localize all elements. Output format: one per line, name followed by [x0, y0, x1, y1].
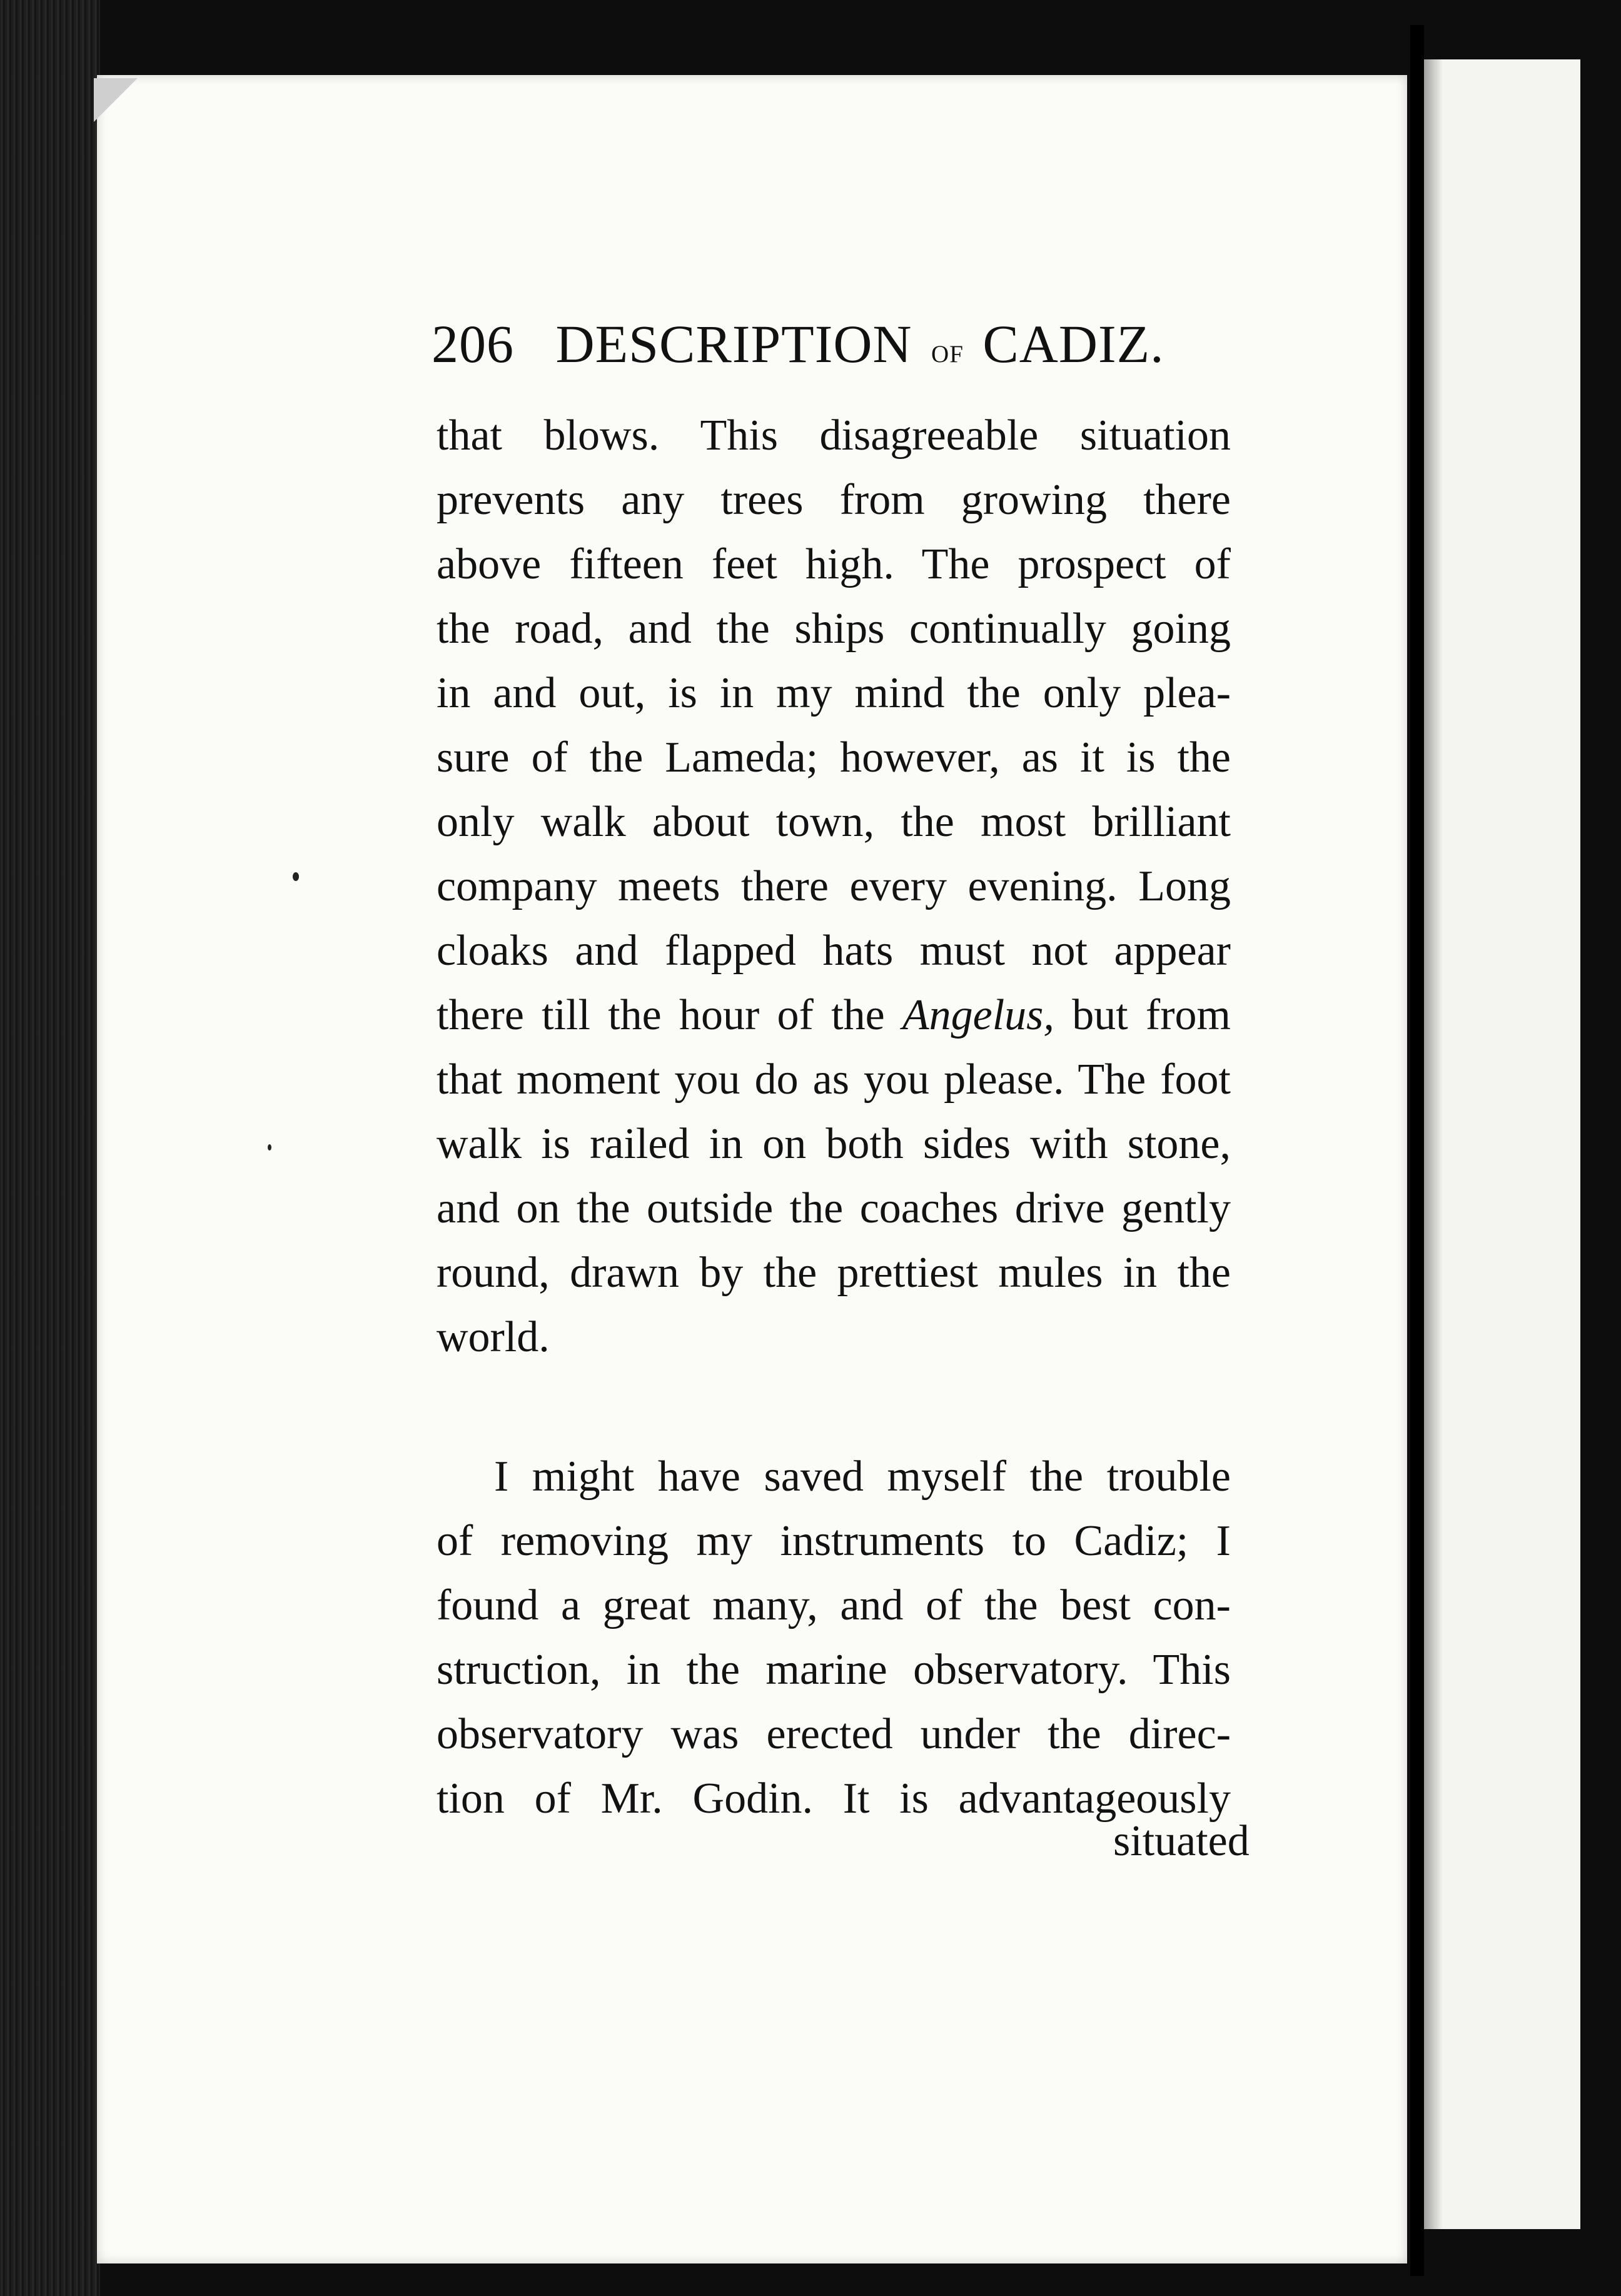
page-number: 206: [432, 314, 514, 374]
ink-speck: [293, 872, 299, 881]
angelus-before: there till the hour of the: [437, 991, 902, 1039]
text-line: above fifteen feet high. The prospect of: [437, 540, 1231, 588]
running-title: DESCRIPTION: [555, 314, 912, 374]
text-line: world.: [437, 1313, 550, 1361]
angelus-italic: Angelus,: [902, 991, 1054, 1039]
text-line: round, drawn by the prettiest mules in the: [437, 1249, 1231, 1297]
body-text: [437, 403, 1231, 1831]
text-line: only walk about town, the most brilliant: [437, 798, 1231, 846]
text-line: tion of Mr. Godin. It is advantageously: [437, 1775, 1231, 1823]
page-gutter: [1410, 25, 1424, 2276]
text-line: walk is railed in on both sides with stone,: [437, 1120, 1231, 1168]
text-line: and on the outside the coaches drive gently: [437, 1184, 1231, 1232]
text-line: sure of the Lameda; however, as it is the: [437, 733, 1231, 782]
text-line: that moment you do as you please. The foot: [437, 1055, 1231, 1104]
text-line: of removing my instruments to Cadiz; I: [437, 1517, 1231, 1565]
catchword: situated: [1113, 1817, 1250, 1865]
running-head: [432, 313, 1182, 381]
text-line: struction, in the marine observatory. This: [437, 1646, 1231, 1694]
text-line: found a great many, and of the best con-: [437, 1581, 1231, 1629]
text-line: that blows. This disagreeable situation: [437, 411, 1231, 460]
running-title-of: of: [931, 331, 964, 370]
text-line: in and out, is in my mind the only plea-: [437, 669, 1231, 717]
angelus-after: but from: [1054, 991, 1231, 1039]
text-line-angelus: [437, 983, 1231, 1047]
text-line: observatory was erected under the direc-: [437, 1710, 1231, 1758]
gutter-shadow: [1424, 59, 1443, 2229]
facing-page-edge: [1424, 59, 1580, 2229]
book-binding-edge: [0, 0, 100, 2296]
running-title-place: CADIZ.: [982, 314, 1164, 374]
text-line: cloaks and flapped hats must not appear: [437, 927, 1231, 975]
text-line: the road, and the ships continually going: [437, 605, 1231, 653]
text-line: prevents any trees from growing there: [437, 476, 1231, 524]
paragraph-break: [437, 1369, 1231, 1444]
text-line: company meets there every evening. Long: [437, 862, 1231, 910]
folded-page-corner: [94, 78, 138, 122]
ink-speck: [268, 1144, 271, 1151]
text-line: I might have saved myself the trouble: [494, 1453, 1231, 1501]
